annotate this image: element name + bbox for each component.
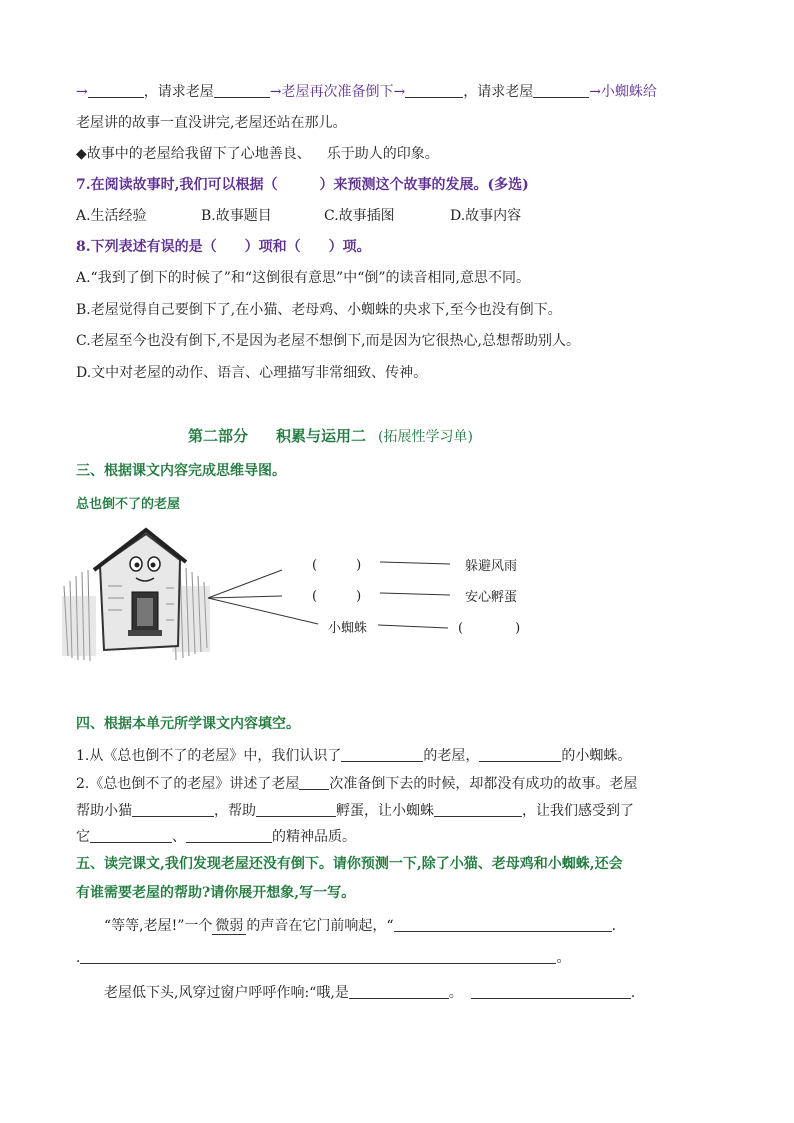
p3-text: 老屋低下头,风穿过窗户呼呼作响:“哦,是: [104, 985, 349, 1001]
story-text: →小蜘蛛给: [589, 84, 657, 100]
impression-text: 乐于助人的印象。: [326, 146, 439, 162]
q8-option-c: C.老屋至今也没有倒下,不是因为老屋不想倒下,而是因为它很热心,总想帮助别人。: [76, 333, 581, 349]
branch-2-label: 安心孵蛋: [465, 590, 518, 605]
section4-q1: [76, 746, 631, 766]
p1-text: “等等,老屋!”一个: [104, 918, 213, 934]
q2-text: 2.《总也倒不了的老屋》讲述了老屋: [76, 776, 300, 792]
section5-para2: [104, 983, 635, 1003]
blank[interactable]: [80, 949, 556, 964]
branch-1-label: 躲避风雨: [465, 559, 518, 574]
blank[interactable]: [341, 747, 423, 762]
part2-label: 第二部分: [188, 427, 249, 445]
blank[interactable]: [299, 775, 329, 790]
section4-q2-line2: [76, 801, 634, 821]
section5-heading-line1: 五、读完课文,我们发现老屋还没有倒下。请你预测一下,除了小猫、老母鸡和小蜘蛛,还会: [76, 856, 623, 872]
q1-text: 1.从《总也倒不了的老屋》中，我们认识了: [76, 748, 342, 764]
section3-heading: 三、根据课文内容完成思维导图。: [76, 463, 286, 479]
blank[interactable]: [186, 828, 272, 843]
q8-stem: 8.下列表述有误的是（ ）项和（ ）项。: [76, 239, 371, 255]
p2-text: .: [76, 950, 81, 966]
q7-stem: 7.在阅读故事时,我们可以根据（ ）来预测这个故事的发展。(多选): [76, 177, 529, 193]
blank[interactable]: [256, 802, 336, 817]
story-text: ，请求老屋: [463, 84, 534, 100]
q2-text: 孵蛋，让小蜘蛛: [336, 803, 434, 819]
section5-heading-line2: 有谁需要老屋的帮助?请你展开想象,写一写。: [76, 885, 356, 901]
q7-option-c[interactable]: C.故事插图: [324, 208, 395, 224]
q8-option-d: D.文中对老屋的动作、语言、心理描写非常细致、传神。: [76, 365, 428, 381]
blank[interactable]: [90, 828, 172, 843]
section5-para1: [104, 916, 616, 936]
q1-text: 的老屋，: [423, 748, 480, 764]
blank[interactable]: [132, 802, 214, 817]
p3-text: 。: [448, 985, 463, 1001]
q2-text: 帮助小猫: [76, 803, 132, 819]
arrow: →: [76, 84, 88, 100]
part2-subtitle: 积累与运用二: [276, 427, 367, 445]
q7-option-d[interactable]: D.故事内容: [450, 208, 522, 224]
blank[interactable]: [471, 984, 631, 999]
section4-q2-line1: [76, 774, 637, 794]
q2-text: 、: [172, 829, 186, 845]
p2-text: 。: [556, 950, 571, 966]
section4-heading: 四、根据本单元所学课文内容填空。: [76, 716, 300, 732]
q2-text: 次准备倒下去的时候，却都没有成功的故事。老屋: [329, 776, 638, 792]
branch-3-blank[interactable]: ( ): [458, 621, 521, 636]
branch-3-label: 小蜘蛛: [328, 621, 368, 636]
story-text: →老屋再次准备倒下→: [269, 84, 406, 100]
blank[interactable]: [394, 917, 612, 932]
q8-option-a: A.“我到了倒下的时候了”和“这倒很有意思”中“倒”的读音相同,意思不同。: [76, 270, 530, 286]
q2-text: 它: [76, 829, 90, 845]
q2-text: ，让我们感受到了: [522, 803, 634, 819]
section4-q2-line3: [76, 827, 356, 847]
story-flow-line-2: 老屋讲的故事一直没讲完,老屋还站在那儿。: [76, 115, 347, 131]
mind-map-title: 总也倒不了的老屋: [76, 497, 181, 512]
impression-text: ◆故事中的老屋给我留下了心地善良、: [76, 146, 311, 162]
blank[interactable]: [349, 984, 449, 999]
q2-text: ，帮助: [214, 803, 256, 819]
branch-2-blank[interactable]: ( ): [312, 589, 362, 604]
q8-option-b: B.老屋觉得自己要倒下了,在小猫、老母鸡、小蜘蛛的央求下,至今也没有倒下。: [76, 302, 562, 318]
p3-text: .: [630, 985, 636, 1001]
p1-text: 的声音在它门前响起，“: [246, 918, 394, 934]
part2-note: (拓展性学习单): [378, 429, 473, 445]
blank[interactable]: [479, 747, 561, 762]
blank[interactable]: [434, 802, 522, 817]
q1-text: 的小蜘蛛。: [561, 748, 632, 764]
branch-1-blank[interactable]: ( ): [312, 558, 362, 573]
filled-word: 微弱: [212, 918, 246, 935]
p1-text: .: [611, 918, 617, 934]
q7-option-a[interactable]: A.生活经验: [76, 208, 147, 224]
q2-text: 的精神品质。: [272, 829, 356, 845]
section5-para1-cont: [76, 948, 570, 968]
q7-option-b[interactable]: B.故事题目: [201, 208, 272, 224]
story-text: ，请求老屋: [143, 84, 214, 100]
